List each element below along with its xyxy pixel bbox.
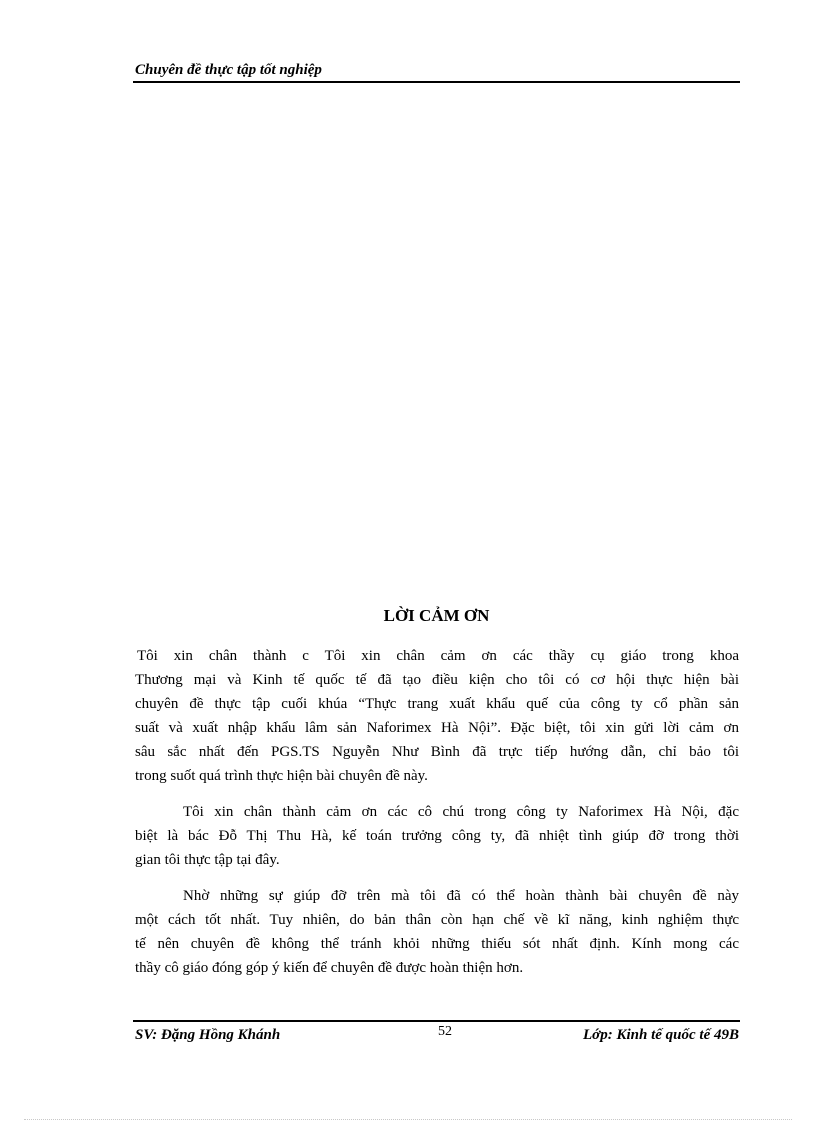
text-line: suất và xuất nhập khẩu lâm sản Naforimex Hà Nội”. Đặc biệt, tôi xin gửi lời cảm ơn: [135, 720, 739, 736]
section-heading: LỜI CẢM ƠN: [383, 606, 490, 625]
text-line: thầy cô giáo đóng góp ý kiến để chuyên đề được hoàn thiện hơn.: [135, 960, 524, 976]
text-line: Nhờ những sự giúp đỡ trên mà tôi đã có thể hoàn thành bài chuyên đề này: [183, 888, 739, 904]
text-line: sâu sắc nhất đến PGS.TS Nguyễn Như Bình đã trực tiếp hướng dẫn, chỉ bảo tôi: [135, 744, 739, 760]
text-line: tế nên chuyên đề không thể tránh khỏi những thiếu sót nhất định. Kính mong các: [135, 936, 739, 952]
page-number: 52: [438, 1024, 452, 1039]
text-line: Thương mại và Kinh tế quốc tế đã tạo điều kiện cho tôi có cơ hội thực hiện bài: [135, 672, 739, 688]
page-bottom-edge: [24, 1119, 792, 1120]
text-line: chuyên đề thực tập cuối khúa “Thực trang xuất khẩu quế của công ty cổ phần sản: [135, 696, 739, 712]
class-label: Lớp: Kinh tế quốc tế 49B: [583, 1027, 739, 1043]
text-line: gian tôi thực tập tại đây.: [135, 852, 280, 868]
text-line: Tôi xin chân thành c Tôi xin chân cảm ơn các thầy cụ giáo trong khoa: [137, 648, 739, 664]
footer-divider: [133, 1020, 740, 1022]
text-line: một cách tốt nhất. Tuy nhiên, do bản thân còn hạn chế về kĩ năng, kinh nghiệm thực: [135, 912, 739, 928]
text-line: trong suốt quá trình thực hiện bài chuyên đề này.: [135, 768, 428, 784]
document-title: Chuyên đề thực tập tốt nghiệp: [135, 62, 322, 78]
student-name: SV: Đặng Hồng Khánh: [135, 1027, 281, 1043]
text-line: biệt là bác Đỗ Thị Thu Hà, kế toán trưởng công ty, đã nhiệt tình giúp đỡ trong thời: [135, 828, 739, 844]
text-line: Tôi xin chân thành cảm ơn các cô chú trong công ty Naforimex Hà Nội, đặc: [183, 804, 739, 820]
header-divider: [133, 81, 740, 83]
